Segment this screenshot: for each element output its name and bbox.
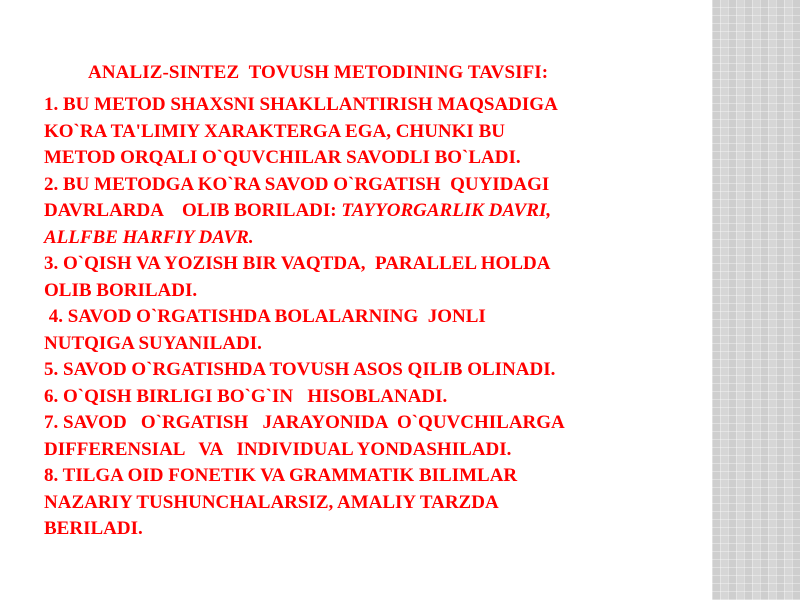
body-line: NUTQIGA SUYANILADI. xyxy=(44,332,262,354)
body-line: 6. O`QISH BIRLIGI BO`G`IN HISOBLANADI. xyxy=(44,385,448,407)
slide-body-text xyxy=(44,92,694,543)
body-line: 2. BU METODGA KO`RA SAVOD O`RGATISH QUYIDAGI xyxy=(44,173,550,195)
body-line: 4. SAVOD O`RGATISHDA BOLALARNING JONLI xyxy=(44,306,486,327)
body-line: OLIB BORILADI. xyxy=(44,279,198,301)
body-line: 1. BU METOD SHAXSNI SHAKLLANTIRISH MAQSADIGA xyxy=(44,94,558,115)
body-line-italic: ALLFBE HARFIY DAVR. xyxy=(44,226,254,248)
body-line: 5. SAVOD O`RGATISHDA TOVUSH ASOS QILIB OLINADI. xyxy=(44,359,556,380)
body-line xyxy=(44,225,694,252)
body-line: METOD ORQALI O`QUVCHILAR SAVODLI BO`LADI. xyxy=(44,147,521,168)
body-line: BERILADI. xyxy=(44,518,143,539)
body-line: NAZARIY TUSHUNCHALARSIZ, AMALIY TARZDA xyxy=(44,491,499,513)
decorative-side-panel xyxy=(712,0,800,600)
body-line: DIFFERENSIAL VA INDIVIDUAL YONDASHILADI. xyxy=(44,438,512,460)
body-line: KO`RA TA'LIMIY XARAKTERGA EGA, CHUNKI BU xyxy=(44,120,505,142)
body-line-italic: TAYYORGARLIK DAVRI, xyxy=(341,200,552,221)
body-line: 8. TILGA OID FONETIK VA GRAMMATIK BILIMLAR xyxy=(44,465,518,486)
slide-title: ANALIZ-SINTEZ TOVUSH METODINING TAVSIFI: xyxy=(88,62,549,83)
body-line-text: DAVRLARDA OLIB BORILADI: xyxy=(44,200,342,221)
body-line: 3. O`QISH VA YOZISH BIR VAQTDA, PARALLEL HOLDA xyxy=(44,253,551,274)
body-line: 7. SAVOD O`RGATISH JARAYONIDA O`QUVCHILARGA xyxy=(44,412,565,433)
body-line xyxy=(44,198,694,225)
